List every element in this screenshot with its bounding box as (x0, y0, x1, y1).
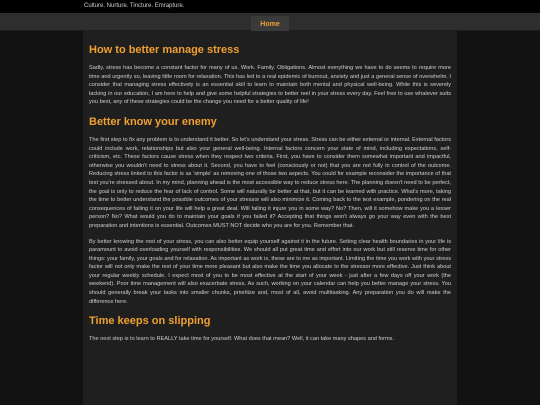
section-heading-time-slipping: Time keeps on slipping (89, 315, 211, 328)
article-container (83, 31, 457, 405)
section-paragraph: By better knowing the root of your stress, you can also better equip yourself against it in the future. Setting clear health boundaries in your life is paramount to avoid overloading yourself with responsibilities. We should all put great time and effort into our work but still reserve time for other things: your family, your goals and for relaxation. As important as work is, these are to me as important. Limiting the time you work with your stress factor will not only make the rest of your time more pleasant but also make the time you allocate to the stressor more effective. Just think about your regular weekly schedule. I expect most of you to be most effective at the start of your week - just after a few days off your work (the weekend). Poor time management will also exacerbate stress. As such, working on your calendar can help you better manage your stress. You should generally break your tasks into smaller chunks, prioritize and, most of all, avoid multitasking. Any preparation you do will make the difference here. (89, 238, 451, 305)
nav-home-link[interactable]: Home (251, 16, 288, 33)
top-bar (0, 0, 540, 13)
article-intro: Sadly, stress has become a constant factor for many of us. Work. Family. Obligations. Almost everything we have to do seems to require more time and urgently so, leaving little room for relaxation. This has led to a real epidemic of burnout, anxiety and just a general sense of overwhelm. I consider that managing stress effectively is an essential skill to learn to maintain both mental and physical well-being. While this is severely lacking in our education, I am here to help and give some helpful strategies to better reel in your stress every day. Feel free to use whatever suits you best, any of these strategies could be the change you need for a better quality of life! (89, 65, 451, 106)
article-title: How to better manage stress (89, 44, 240, 56)
nav-bar (0, 13, 540, 31)
section-paragraph: The first step to fix any problem is to understand it better. So let's understand your stress. Stress can be either external or internal. External factors could include work, relationships but also your general well-being. Internal factors concern your state of mind, including expectations, self-criticism, etc. These factors cause stress when they respect two criteria. First, you have to consider them somewhat important and impactful, otherwise you wouldn't need to stress about it. Second, you have to feel (consciously or not) that you are not fully in control of the outcome. Reducing stress linked to this factor is as 'simple' as removing one of those two aspects. You could for example reconsider the importance of that test you're stressed about. In my mind, planning ahead is the most accessible way to reduce stress here. The planning doesn't need to be perfect, the goal is only to reduce the fear of lack of control. Some will naturally be better at that, but it can be learned with practice. What's more, taking the time to better understand the possible outcomes of your stressor will also minimize it. Coming back to the test example, pondering on the real consequences of failing it on your life will help a great deal. Will failing it injure you in some way? No? Then, will it somehow make you a lesser person? No? What would you do to maintain your goals if you failed it? Accepting that things won't always go your way even with the best preparation and intentions is essential. Outcomes MUST NOT decide who you are for you. Remember that. (89, 136, 451, 229)
site-tagline: Culture. Nurture. Tincture. Emrapture. (84, 3, 185, 9)
section-heading-know-enemy: Better know your enemy (89, 115, 217, 128)
section-paragraph: The next step is to learn to REALLY take time for yourself. What does that mean? Well, it can take many shapes and forms. (89, 336, 395, 343)
